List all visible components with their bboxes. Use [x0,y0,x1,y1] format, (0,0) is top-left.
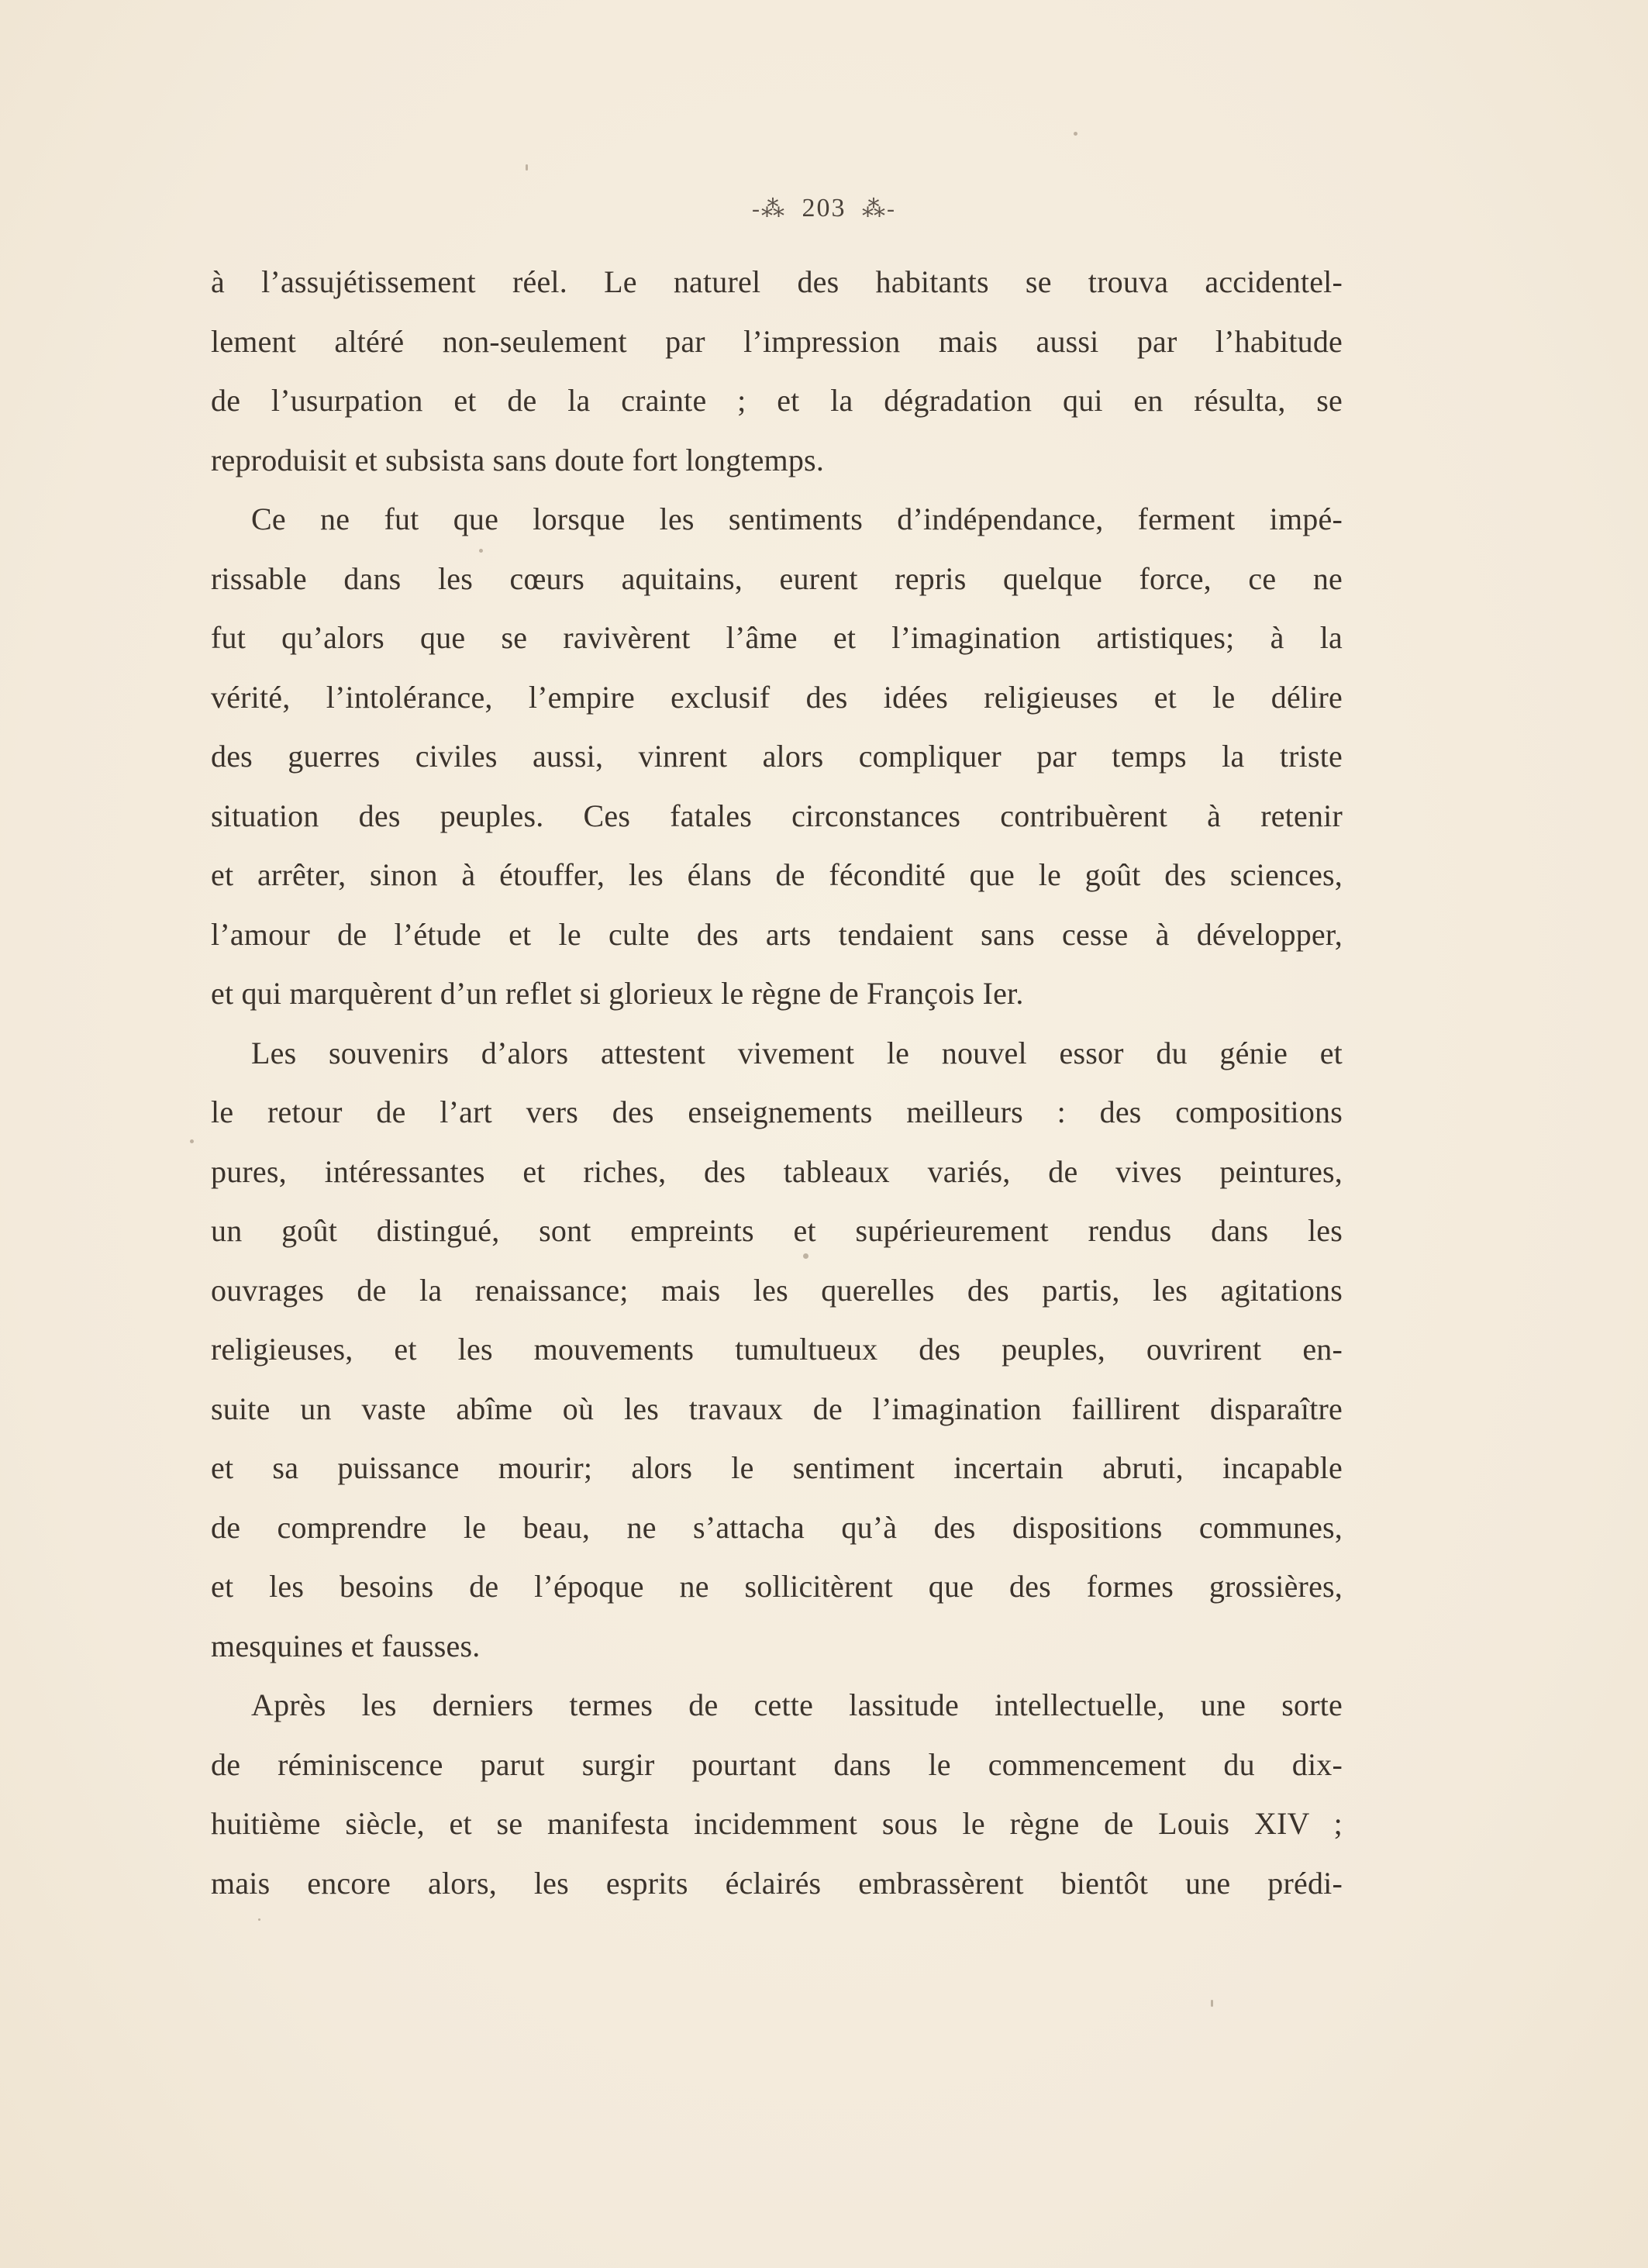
text-line: mais encore alors, les esprits éclairés embrassèrent bientôt une prédi- [211,1865,1343,1901]
body-text [211,253,1343,1913]
text-line: de comprendre le beau, ne s’attacha qu’à des dispositions communes, [211,1509,1343,1545]
paper-fleck [526,164,528,171]
text-line: huitième siècle, et se manifesta incidemment sous le règne de Louis XIV ; [211,1806,1343,1841]
text-line: et sa puissance mourir; alors le sentiment incertain abruti, incapable [211,1450,1343,1485]
text-line: et les besoins de l’époque ne sollicitèrent que des formes grossières, [211,1569,1343,1604]
text-line: et arrêter, sinon à étouffer, les élans de fécondité que le goût des sciences, [211,857,1343,892]
text-line: pures, intéressantes et riches, des tableaux variés, de vives peintures, [211,1153,1343,1189]
text-line: situation des peuples. Ces fatales circonstances contribuèrent à retenir [211,798,1343,833]
text-line: Ce ne fut que lorsque les sentiments d’indépendance, ferment impé- [251,502,1343,536]
right-ornament: ⁂- [862,195,896,222]
paper-fleck [479,549,483,553]
text-line: un goût distingué, sont empreints et supérieurement rendus dans les [211,1213,1343,1248]
text-line: mesquines et fausses. [211,1628,481,1663]
page-header [0,192,1648,223]
text-line: lement altéré non-seulement par l’impression mais aussi par l’habitude [211,323,1343,359]
text-line: et qui marquèrent d’un reflet si glorieux le règne de François Ier. [211,976,1024,1011]
paper-fleck [803,1253,808,1259]
paper-fleck [258,1918,260,1921]
text-line: religieuses, et les mouvements tumultueux des peuples, ouvrirent en- [211,1332,1343,1367]
text-line: des guerres civiles aussi, vinrent alors compliquer par temps la triste [211,739,1343,774]
left-ornament: -⁂ [752,195,786,222]
text-line: l’amour de l’étude et le culte des arts tendaient sans cesse à développer, [211,916,1343,952]
paper-fleck [1074,132,1077,136]
text-line: de réminiscence parut surgir pourtant dans le commencement du dix- [211,1746,1343,1782]
text-line: à l’assujétissement réel. Le naturel des habitants se trouva accidentel- [211,264,1343,299]
text-line: Les souvenirs d’alors attestent vivement le nouvel essor du génie et [251,1035,1343,1070]
text-line: reproduisit et subsista sans doute fort longtemps. [211,442,825,477]
text-line: de l’usurpation et de la crainte ; et la dégradation qui en résulta, se [211,383,1343,418]
paper-fleck [190,1139,194,1143]
text-line: suite un vaste abîme où les travaux de l’imagination faillirent disparaître [211,1391,1343,1426]
text-line: fut qu’alors que se ravivèrent l’âme et l’imagination artistiques; à la [211,620,1343,655]
text-line: ouvrages de la renaissance; mais les querelles des partis, les agitations [211,1272,1343,1308]
paper-fleck [1211,2000,1213,2007]
text-line: vérité, l’intolérance, l’empire exclusif des idées religieuses et le délire [211,679,1343,715]
text-line: rissable dans les cœurs aquitains, eurent repris quelque force, ce ne [211,560,1343,596]
text-line: le retour de l’art vers des enseignements meilleurs : des compositions [211,1094,1343,1129]
page-number: 203 [802,194,846,223]
text-line: Après les derniers termes de cette lassitude intellectuelle, une sorte [251,1687,1343,1722]
